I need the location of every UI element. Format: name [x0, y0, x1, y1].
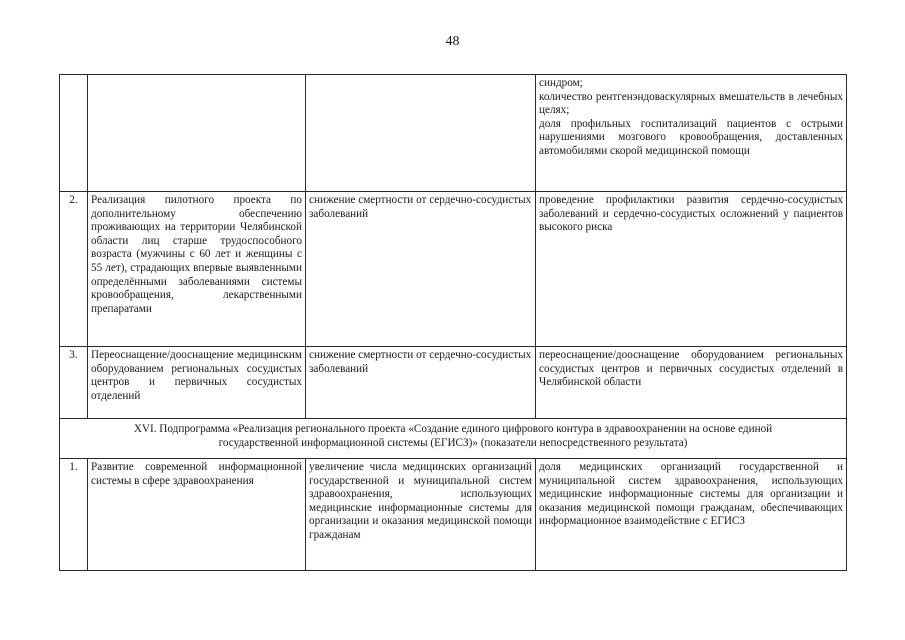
event-cell: Переоснащение/дооснащение медицинским оборудованием региональных сосудистых центров и первичных сосудистых отделений	[88, 347, 306, 419]
row-number: 2.	[60, 192, 88, 347]
event-cell: Развитие современной информационной системы в сфере здравоохранения	[88, 459, 306, 571]
page-number: 48	[445, 34, 460, 49]
indicator-cell	[536, 192, 847, 347]
event-cell	[88, 75, 306, 192]
table-row	[60, 347, 847, 419]
table-row	[60, 75, 847, 192]
indicator-line: количество рентгенэндоваскулярных вмешательств в лечебных целях;	[539, 90, 843, 117]
indicator-line: синдром;	[539, 77, 583, 89]
target-cell: снижение смертности от сердечно-сосудистых заболеваний	[306, 347, 536, 419]
program-table	[59, 74, 847, 571]
indicator-line: доля профильных госпитализаций пациентов с острыми нарушениями мозгового кровообращения, доставленных автомобилями скорой медицинской помощи	[539, 117, 843, 157]
indicator-cell	[536, 347, 847, 419]
table-row	[60, 459, 847, 571]
section-heading-line: XVI. Подпрограмма «Реализация регионального проекта «Создание единого цифрового контура в здравоохранении на основе единой	[133, 423, 773, 435]
table-row	[60, 192, 847, 347]
target-cell: увеличение числа медицинских организаций государственной и муниципальной систем здравоохранения, использующих медицинские информационные системы для организации и оказания медицинской помощи гражданам	[306, 459, 536, 571]
target-cell: снижение смертности от сердечно-сосудистых заболеваний	[306, 192, 536, 347]
indicator-cell	[536, 459, 847, 571]
event-cell: Реализация пилотного проекта по дополнительному обеспечению проживающих на территории Челябинской области лиц старше трудоспособного возраста (мужчины с 60 лет и женщины с 55 лет), страдающих впервые выявленными определёнными заболеваниями системы кровообращения, лекарственными препаратами	[88, 192, 306, 347]
indicator-line: доля медицинских организаций государственной и муниципальной систем здравоохранения, использующих медицинские информационные системы для организации и оказания медицинской помощи гражданам, обеспечивающих информационное взаимодействие с ЕГИСЗ	[539, 461, 843, 528]
indicator-line: проведение профилактики развития сердечно-сосудистых заболеваний и сердечно-сосудистых осложнений у пациентов высокого риска	[539, 194, 843, 234]
indicator-line: переоснащение/дооснащение оборудованием региональных сосудистых центров и первичных сосудистых отделений в Челябинской области	[539, 349, 843, 389]
section-heading-line: государственной информационной системы (ЕГИСЗ)» (показатели непосредственного результата)	[218, 436, 688, 449]
section-heading	[60, 419, 847, 459]
row-number	[60, 75, 88, 192]
row-number: 1.	[60, 459, 88, 571]
indicator-cell	[536, 75, 847, 192]
section-heading-row	[60, 419, 847, 459]
target-cell	[306, 75, 536, 192]
row-number: 3.	[60, 347, 88, 419]
